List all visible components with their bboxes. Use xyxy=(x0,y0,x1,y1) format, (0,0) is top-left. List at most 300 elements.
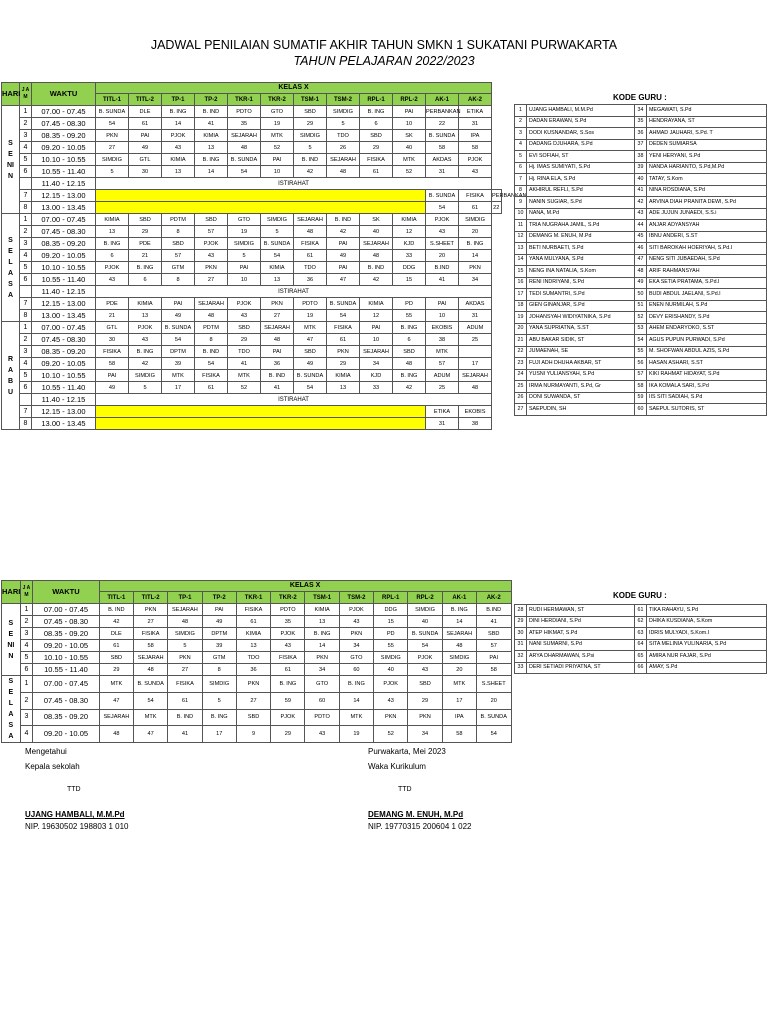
schedule-cell: 60 xyxy=(305,692,339,709)
schedule-cell: PAI xyxy=(327,238,360,250)
schedule-cell: 49 xyxy=(294,358,327,370)
time-slot: 08.35 - 09.20 xyxy=(33,628,100,640)
schedule-cell: FISIKA xyxy=(236,604,270,616)
schedule-cell: 61 xyxy=(360,166,393,178)
schedule-cell: 48 xyxy=(393,358,426,370)
schedule-cell: 57 xyxy=(162,250,195,262)
jam-number: 2 xyxy=(20,334,32,346)
teacher-code: 41 xyxy=(635,185,647,197)
schedule-cell: 57 xyxy=(195,226,228,238)
teacher-row xyxy=(515,662,767,674)
teacher-name: TATAY, S.Kom xyxy=(647,174,767,186)
schedule-cell: 14 xyxy=(162,118,195,130)
schedule-cell: SBD xyxy=(294,346,327,358)
table-row xyxy=(2,664,512,676)
schedule-cell: 43 xyxy=(459,166,492,178)
teacher-name: ARYA DHARMAWAN, S.Psi xyxy=(527,651,635,663)
schedule-cell: PDTO xyxy=(228,106,261,118)
time-slot: 07.00 - 07.45 xyxy=(33,676,100,693)
schedule-cell: SK xyxy=(360,214,393,226)
teacher-name: EKA SETIA PRATAMA, S.Pd.I xyxy=(647,277,767,289)
jam-number: 7 xyxy=(20,190,32,202)
schedule-cell: 61 xyxy=(195,382,228,394)
schedule-cell: 48 xyxy=(294,226,327,238)
schedule-cell: 5 xyxy=(129,382,162,394)
schedule-cell: 29 xyxy=(228,334,261,346)
schedule-cell: PAI xyxy=(228,262,261,274)
teacher-code: 24 xyxy=(515,369,527,381)
jam-number: 3 xyxy=(20,130,32,142)
schedule-cell: TDO xyxy=(228,346,261,358)
schedule-cell: KIMIA xyxy=(393,214,426,226)
sig-right-line2: Waka Kurikulum xyxy=(368,762,426,771)
schedule-cell: 49 xyxy=(162,310,195,322)
teacher-name: AHEM ENDARYOKO, S.ST xyxy=(647,323,767,335)
time-slot: 10.55 - 11.40 xyxy=(33,664,100,676)
schedule-cell: B. SUNDA xyxy=(476,709,511,726)
schedule-cell: 27 xyxy=(96,142,129,154)
time-slot: 09.20 - 10.05 xyxy=(32,142,96,154)
teacher-name: YANA MULYANA, S.Pd xyxy=(527,254,635,266)
schedule-cell: PKN xyxy=(168,652,202,664)
table-row xyxy=(2,130,511,142)
jam-number: 2 xyxy=(20,692,32,709)
schedule-cell: 58 xyxy=(476,664,511,676)
schedule-cell: 34 xyxy=(360,358,393,370)
time-slot: 08.35 - 09.20 xyxy=(33,709,100,726)
schedule-cell: PJOK xyxy=(408,652,442,664)
teacher-code: 31 xyxy=(515,639,527,651)
schedule-cell: 61 xyxy=(236,616,270,628)
teacher-name: NENG INA NATALIA, S.Kom xyxy=(527,266,635,278)
teacher-code: 13 xyxy=(515,243,527,255)
table-row xyxy=(2,154,511,166)
schedule-cell: 34 xyxy=(408,726,442,743)
day-label xyxy=(2,322,20,430)
schedule-cell: DDG xyxy=(374,604,408,616)
table-row xyxy=(2,640,512,652)
schedule-cell: 29 xyxy=(360,142,393,154)
schedule-cell: PDTM xyxy=(162,214,195,226)
teacher-name: ARVINA DIAH PRANITA DEWI, S.Pd xyxy=(647,197,767,209)
jam-number: 3 xyxy=(20,709,32,726)
schedule-cell: KIMIA xyxy=(195,130,228,142)
teacher-row xyxy=(515,616,767,628)
schedule-cell: 34 xyxy=(459,274,492,286)
teacher-name: NINA ROSDIANA, S.Pd xyxy=(647,185,767,197)
schedule-cell: 61 xyxy=(271,664,305,676)
schedule-cell: 54 xyxy=(96,118,129,130)
schedule-cell: ADUM xyxy=(459,322,492,334)
schedule-cell: 60 xyxy=(339,664,373,676)
teacher-name: ABU BAKAR SIDIK, ST xyxy=(527,335,635,347)
time-slot: 10.10 - 10.55 xyxy=(32,370,96,382)
schedule-cell: 40 xyxy=(408,616,442,628)
schedule-cell: KIMIA xyxy=(96,214,129,226)
header-class: TSM-2 xyxy=(339,592,373,604)
schedule-cell: B. SUNDA xyxy=(162,322,195,334)
time-slot: 10.10 - 10.55 xyxy=(32,262,96,274)
schedule-cell: 54 xyxy=(195,358,228,370)
schedule-cell: 20 xyxy=(442,664,476,676)
schedule-cell: TDO xyxy=(294,262,327,274)
schedule-cell: 49 xyxy=(202,616,236,628)
schedule-cell: 10 xyxy=(360,334,393,346)
schedule-cell: 33 xyxy=(360,382,393,394)
schedule-cell: S.SHEET xyxy=(426,238,459,250)
schedule-cell: PKN xyxy=(236,676,270,693)
header-class: TKR-2 xyxy=(271,592,305,604)
schedule-cell: PJOK xyxy=(271,709,305,726)
teacher-code: 32 xyxy=(515,651,527,663)
schedule-cell: PJOK xyxy=(271,628,305,640)
schedule-cell: 43 xyxy=(228,310,261,322)
table-row xyxy=(2,652,512,664)
schedule-cell: 55 xyxy=(374,640,408,652)
schedule-cell: 13 xyxy=(327,382,360,394)
schedule-cell: PKN xyxy=(327,346,360,358)
teacher-row xyxy=(515,323,767,335)
empty-highlight-cell xyxy=(96,190,426,202)
schedule-cell: 17 xyxy=(442,692,476,709)
schedule-cell: SIMDIG xyxy=(228,238,261,250)
schedule-cell: SBD xyxy=(476,628,511,640)
time-slot: 07.00 - 07.45 xyxy=(32,214,96,226)
header-class: TP-2 xyxy=(195,94,228,106)
teacher-row xyxy=(515,254,767,266)
schedule-cell: B. ING xyxy=(202,709,236,726)
schedule-cell: 5 xyxy=(96,166,129,178)
schedule-cell: 31 xyxy=(459,118,492,130)
teacher-name: NANI SUMARNI, S.Pd xyxy=(527,639,635,651)
time-slot: 07.00 - 07.45 xyxy=(32,322,96,334)
schedule-cell: GTL xyxy=(129,154,162,166)
schedule-cell: 57 xyxy=(476,640,511,652)
teacher-row xyxy=(515,197,767,209)
teacher-row xyxy=(515,185,767,197)
schedule-cell: 13 xyxy=(96,226,129,238)
schedule-cell xyxy=(459,346,492,358)
schedule-cell: B. SUNDA xyxy=(426,190,459,202)
schedule-cell: 54 xyxy=(261,250,294,262)
header-jam: J A M xyxy=(20,581,32,604)
teacher-name: NANIN SUGIAR, S.Pd xyxy=(527,197,635,209)
teacher-code: 9 xyxy=(515,197,527,209)
schedule-cell: PAI xyxy=(327,262,360,274)
jam-number xyxy=(20,286,32,298)
teacher-row xyxy=(515,346,767,358)
schedule-cell: 8 xyxy=(195,334,228,346)
time-slot: 12.15 - 13.00 xyxy=(32,298,96,310)
schedule-cell: PAI xyxy=(162,298,195,310)
schedule-cell: GTL xyxy=(96,322,129,334)
teacher-name: AMAY, S.Pd xyxy=(647,662,767,674)
header-class: TP-1 xyxy=(162,94,195,106)
day-name: SELASA xyxy=(7,236,14,299)
jam-number: 5 xyxy=(20,370,32,382)
teacher-code: 40 xyxy=(635,174,647,186)
table-row xyxy=(2,202,511,214)
schedule-cell: 48 xyxy=(261,334,294,346)
schedule-cell: PJOK xyxy=(426,214,459,226)
schedule-cell: KJD xyxy=(393,238,426,250)
schedule-cell: MTK xyxy=(294,322,327,334)
teacher-name: IBNU ANDERI, S.ST xyxy=(647,231,767,243)
schedule-cell: SBD xyxy=(129,214,162,226)
schedule-cell: 43 xyxy=(271,640,305,652)
schedule-cell: 43 xyxy=(374,692,408,709)
teacher-name: DHIKA KUSDIANA, S.Kom xyxy=(647,616,767,628)
schedule-cell: GTM xyxy=(162,262,195,274)
schedule-cell: 48 xyxy=(195,310,228,322)
teacher-row xyxy=(515,289,767,301)
table-row xyxy=(2,274,511,286)
schedule-cell: SIMDIG xyxy=(294,130,327,142)
schedule-cell: B. IND xyxy=(99,604,133,616)
schedule-cell: 42 xyxy=(360,274,393,286)
schedule-cell: 39 xyxy=(202,640,236,652)
schedule-cell: SEJARAH xyxy=(459,370,492,382)
schedule-cell: PJOK xyxy=(459,154,492,166)
teacher-name: TRIA NUGRAHA JAMIL, S.Pd xyxy=(527,220,635,232)
schedule-cell: B. SUNDA xyxy=(327,298,360,310)
schedule-cell: 40 xyxy=(393,142,426,154)
teacher-name: IDRIS MULYADI, S.Kom.I xyxy=(647,628,767,640)
day-label xyxy=(2,214,20,322)
empty-highlight-cell xyxy=(96,406,426,418)
teacher-name: KIKI RAHMAT HIDAYAT, S.Pd xyxy=(647,369,767,381)
schedule-cell: PKN xyxy=(96,130,129,142)
jam-number: 1 xyxy=(20,106,32,118)
time-slot: 09.20 - 10.05 xyxy=(32,250,96,262)
teacher-code: 33 xyxy=(515,662,527,674)
schedule-cell: 10 xyxy=(426,310,459,322)
teacher-code: 51 xyxy=(635,300,647,312)
teacher-name: HENDRAYANA, ST xyxy=(647,116,767,128)
sig-left-line1: Mengetahui xyxy=(25,747,67,756)
schedule-cell: 58 xyxy=(426,142,459,154)
teacher-code: 46 xyxy=(635,243,647,255)
schedule-cell: 29 xyxy=(271,726,305,743)
teacher-code: 11 xyxy=(515,220,527,232)
sig-left-ttd: TTD xyxy=(67,786,81,793)
header-waktu: WAKTU xyxy=(33,581,100,604)
teacher-code: 39 xyxy=(635,162,647,174)
teacher-row xyxy=(515,220,767,232)
teacher-name: YANA SUPRIATNA, S.ST xyxy=(527,323,635,335)
schedule-cell: KIMIA xyxy=(261,262,294,274)
schedule-cell: 8 xyxy=(202,664,236,676)
time-slot: 11.40 - 12.15 xyxy=(32,286,96,298)
schedule-cell: KIMIA xyxy=(327,370,360,382)
jam-number: 5 xyxy=(20,262,32,274)
schedule-cell: B. SUNDA xyxy=(426,130,459,142)
table-row xyxy=(2,346,511,358)
schedule-cell: 31 xyxy=(426,166,459,178)
teacher-code: 20 xyxy=(515,323,527,335)
schedule-cell: 54 xyxy=(426,202,459,214)
schedule-cell: PJOK xyxy=(195,238,228,250)
schedule-cell: PDTM xyxy=(195,322,228,334)
schedule-cell: 42 xyxy=(327,226,360,238)
schedule-cell: 43 xyxy=(339,616,373,628)
schedule-cell: 20 xyxy=(459,226,492,238)
sig-right-line1: Purwakarta, Mei 2023 xyxy=(368,747,446,756)
teacher-name: GIEN GINANJAR, S.Pd xyxy=(527,300,635,312)
teacher-code: 36 xyxy=(635,128,647,140)
teacher-code: 38 xyxy=(635,151,647,163)
time-slot: 12.15 - 13.00 xyxy=(32,190,96,202)
teacher-name: NANDA HARIANTO, S.Pd,M.Pd xyxy=(647,162,767,174)
schedule-cell: 31 xyxy=(426,418,459,430)
time-slot: 11.40 - 12.15 xyxy=(32,178,96,190)
schedule-cell: B. ING xyxy=(195,154,228,166)
schedule-cell: PAI xyxy=(476,652,511,664)
schedule-cell: 10 xyxy=(228,274,261,286)
schedule-cell: SEJARAH xyxy=(360,346,393,358)
schedule-cell: SIMDIG xyxy=(168,628,202,640)
schedule-cell: GTO xyxy=(228,214,261,226)
table-row xyxy=(2,418,511,430)
time-slot: 08.35 - 09.20 xyxy=(32,238,96,250)
schedule-cell: 5 xyxy=(228,250,261,262)
teacher-name: ATEP HIKMAT, S.Pd xyxy=(527,628,635,640)
teacher-code: 56 xyxy=(635,358,647,370)
schedule-cell: KJD xyxy=(360,370,393,382)
schedule-cell: 29 xyxy=(294,118,327,130)
day-name: SENIN xyxy=(7,619,15,660)
table-row xyxy=(2,250,511,262)
schedule-cell: 5 xyxy=(168,640,202,652)
schedule-cell: AKDAS xyxy=(426,154,459,166)
empty-highlight-cell xyxy=(96,418,426,430)
sig-left-line2: Kepala sekolah xyxy=(25,762,80,771)
schedule-cell: B. ING xyxy=(129,262,162,274)
schedule-cell: 41 xyxy=(476,616,511,628)
schedule-cell: B. ING xyxy=(360,106,393,118)
time-slot: 09.20 - 10.05 xyxy=(32,358,96,370)
schedule-cell: MTK xyxy=(339,709,373,726)
schedule-cell: 25 xyxy=(459,334,492,346)
schedule-cell: 43 xyxy=(162,142,195,154)
schedule-cell: SIMDIG xyxy=(129,370,162,382)
schedule-cell: PDTO xyxy=(305,709,339,726)
header-kelas: KELAS X xyxy=(96,83,492,94)
schedule-cell: 13 xyxy=(236,640,270,652)
time-slot: 10.10 - 10.55 xyxy=(32,154,96,166)
teacher-name: EVI SOFIAH, ST xyxy=(527,151,635,163)
time-slot: 12.15 - 13.00 xyxy=(32,406,96,418)
header-class: TKR-1 xyxy=(228,94,261,106)
sig-right-nip: NIP. 19770315 200604 1 022 xyxy=(368,822,472,831)
teacher-name: AHMAD JAUHARI, S.Pd. T xyxy=(647,128,767,140)
schedule-cell: B. SUNDA xyxy=(408,628,442,640)
teacher-code: 37 xyxy=(635,139,647,151)
schedule-cell: 13 xyxy=(162,166,195,178)
schedule-cell: DLE xyxy=(99,628,133,640)
schedule-cell: PD xyxy=(393,298,426,310)
schedule-cell: 48 xyxy=(228,142,261,154)
teacher-row xyxy=(515,231,767,243)
schedule-cell: B. ING xyxy=(96,238,129,250)
schedule-cell: 41 xyxy=(426,274,459,286)
schedule-cell: TDO xyxy=(327,130,360,142)
schedule-cell: GTO xyxy=(305,676,339,693)
schedule-cell: 42 xyxy=(393,382,426,394)
table-row xyxy=(2,226,511,238)
schedule-cell: 54 xyxy=(327,310,360,322)
teacher-code-table-2 xyxy=(514,604,767,674)
schedule-cell: SEJARAH xyxy=(360,238,393,250)
schedule-cell: 34 xyxy=(339,640,373,652)
teacher-code: 27 xyxy=(515,404,527,416)
schedule-cell: 47 xyxy=(99,692,133,709)
schedule-cell: DDG xyxy=(393,262,426,274)
teacher-code: 50 xyxy=(635,289,647,301)
table-row xyxy=(2,382,511,394)
schedule-cell: 27 xyxy=(134,616,168,628)
teacher-row xyxy=(515,639,767,651)
header-class: AK-1 xyxy=(426,94,459,106)
schedule-cell: 20 xyxy=(476,692,511,709)
schedule-cell: 6 xyxy=(360,118,393,130)
teacher-code: 35 xyxy=(635,116,647,128)
schedule-cell: 61 xyxy=(459,202,492,214)
teacher-name: DADANG DJUHARA, S.Pd xyxy=(527,139,635,151)
schedule-cell: SIMDIG xyxy=(408,604,442,616)
teacher-code: 49 xyxy=(635,277,647,289)
jam-number: 5 xyxy=(20,652,32,664)
schedule-cell: B. SUNDA xyxy=(96,106,129,118)
teacher-name: FUJI ADH DHUHA AKBAR, ST xyxy=(527,358,635,370)
schedule-cell: 5 xyxy=(327,118,360,130)
schedule-cell: FISIKA xyxy=(168,676,202,693)
schedule-cell: B. IND xyxy=(195,106,228,118)
schedule-cell: 13 xyxy=(261,274,294,286)
schedule-cell: 52 xyxy=(261,142,294,154)
schedule-cell: B. SUNDA xyxy=(294,370,327,382)
teacher-name: DERI SETIADI PRIYATNA, ST xyxy=(527,662,635,674)
schedule-cell: 27 xyxy=(236,692,270,709)
schedule-cell: FISIKA xyxy=(271,652,305,664)
schedule-cell: 22 xyxy=(426,118,459,130)
schedule-cell: 30 xyxy=(129,166,162,178)
table-row xyxy=(2,166,511,178)
teacher-row xyxy=(515,162,767,174)
teacher-code: 26 xyxy=(515,392,527,404)
schedule-cell: 54 xyxy=(134,692,168,709)
schedule-cell: MTK xyxy=(228,370,261,382)
teacher-name: HASAN ASHARI, S.ST xyxy=(647,358,767,370)
day-label xyxy=(2,106,20,214)
teacher-code: 58 xyxy=(635,381,647,393)
teacher-name: ADE JUJUN JUNAEDI, S.S.i xyxy=(647,208,767,220)
schedule-cell: SBD xyxy=(408,676,442,693)
schedule-cell: PKN xyxy=(459,262,492,274)
jam-number: 8 xyxy=(20,418,32,430)
teacher-code: 19 xyxy=(515,312,527,324)
schedule-cell: 13 xyxy=(129,310,162,322)
jam-number: 1 xyxy=(20,322,32,334)
istirahat-cell: ISTIRAHAT xyxy=(96,394,492,406)
time-slot: 07.45 - 08.30 xyxy=(32,118,96,130)
schedule-cell: PERBANKAN xyxy=(426,106,459,118)
time-slot: 07.45 - 08.30 xyxy=(32,226,96,238)
header-class: AK-1 xyxy=(442,592,476,604)
schedule-cell: 15 xyxy=(393,274,426,286)
schedule-cell: 38 xyxy=(459,418,492,430)
schedule-cell: 61 xyxy=(327,334,360,346)
